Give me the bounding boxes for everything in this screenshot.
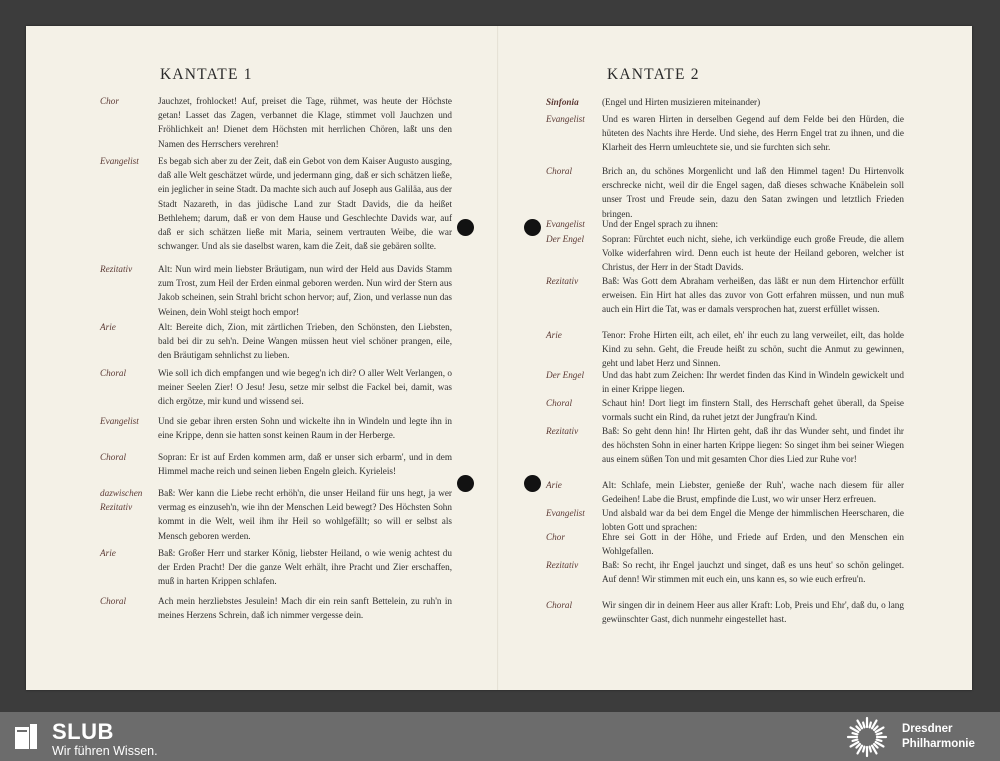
- slub-name: SLUB: [52, 719, 114, 744]
- text-entry: [546, 112, 904, 155]
- role-label: Evangelist: [100, 156, 139, 166]
- text-entry: [546, 558, 904, 586]
- entry-text: Brich an, du schönes Morgenlicht und laß den Himmel tagen! Du Hirtenvolk erschrecke nicht, weil dir die Engel sagen, daß dieses schwache Knäbelein soll unser Trost und Freude sein, dazu den Satan zwingen und letztlich Frieden bringen.: [602, 166, 904, 219]
- entry-text: Alt: Schlafe, mein Liebster, genieße der Ruh', wache nach diesem für aller Gedeihen! Labe die Brust, empfinde die Lust, wo wir unser Herz erfreuen.: [602, 480, 904, 505]
- role-label: dazwischen Rezitativ: [100, 488, 143, 513]
- role-label: Der Engel: [546, 234, 585, 244]
- entry-text: Und sie gebar ihren ersten Sohn und wickelte ihn in Windeln und legte ihn in eine Krippe, denn sie hatten sonst keinen Raum in der Herberge.: [158, 416, 452, 441]
- punch-hole: [524, 475, 541, 492]
- program-sheet: [26, 26, 972, 690]
- role-label: Evangelist: [546, 114, 585, 124]
- text-entry: [546, 478, 904, 506]
- role-label: Choral: [100, 368, 127, 378]
- entry-text: Ach mein herzliebstes Jesulein! Mach dir ein rein sanft Bettelein, zu ruh'n in meines Herzens Schrein, daß ich nimmer vergesse dein.: [158, 596, 452, 621]
- text-entry: [546, 396, 904, 424]
- slub-tagline: Wir führen Wissen.: [52, 744, 158, 758]
- role-label: Sinfonia: [546, 97, 579, 107]
- role-label: Arie: [546, 480, 562, 490]
- entry-text: Baß: Großer Herr und starker König, liebster Heiland, o wie wenig achtest du der Erden Pracht! Der die ganze Welt erhält, ihre Pracht und Zier erschaffen, muß in harten Krippen schlafen.: [158, 548, 452, 587]
- text-entry: [546, 598, 904, 626]
- punch-hole: [457, 475, 474, 492]
- entry-text: Ehre sei Gott in der Höhe, und Friede auf Erden, und den Menschen ein Wohlgefallen.: [602, 532, 904, 557]
- role-label: Choral: [100, 452, 127, 462]
- role-label: Rezitativ: [546, 426, 579, 436]
- role-label: Rezitativ: [546, 560, 579, 570]
- entry-text: Wie soll ich dich empfangen und wie begeg'n ich dir? O aller Welt Verlangen, o meiner Seelen Zier! O Jesu! Jesu, setze mir selbst die Fackel bei, damit, was dich ergötze, mir kund und wissend sei.: [158, 368, 452, 407]
- text-entry: [546, 217, 904, 231]
- entry-text: Alt: Bereite dich, Zion, mit zärtlichen Trieben, den Schönsten, den Liebsten, bald bei dir zu seh'n. Deine Wangen müssen heut viel schöner prangen, eile, den Bräutigam sehnlichst zu lieben.: [158, 322, 452, 361]
- role-label: Choral: [546, 600, 573, 610]
- entry-text: Schaut hin! Dort liegt im finstern Stall, des Herrschaft gehet überall, da Speise vormals sucht ein Rind, da ruhet jetzt der Jungfrau'n Kind.: [602, 398, 904, 423]
- entry-text: Baß: So recht, ihr Engel jauchzt und singet, daß es uns heut' so schön gelinget. Auf denn! Wir stimmen mit euch ein, uns kann es, so wie euch erfreu'n.: [602, 560, 904, 585]
- cantata-2-title: KANTATE 2: [607, 66, 700, 83]
- entry-text: Es begab sich aber zu der Zeit, daß ein Gebot von dem Kaiser Augusto ausging, daß alle Welt geschätzet würde, und jedermann ging, daß er sich schätzen ließe, ein jeglicher in seine Stadt. Da machte sich auch auf Joseph aus Galiläa, aus der Stadt Nazareth, in das jüdische Land zur Stadt Davids, die da heißet Bethlehem; darum, daß er von dem Hause und Geschlechte Davids war, auf daß er sich schätzen ließe mit Maria, seinem vertrauten Weibe, die war schwanger. Und als sie daselbst waren, kam die Zeit, daß sie gebären sollte.: [158, 156, 452, 252]
- entry-text: Und das habt zum Zeichen: Ihr werdet finden das Kind in Windeln gewickelt und in einer Krippe liegen.: [602, 370, 904, 395]
- role-label: Rezitativ: [546, 276, 579, 286]
- role-label: Chor: [546, 532, 565, 542]
- role-label: Choral: [546, 166, 573, 176]
- entry-text: Tenor: Frohe Hirten eilt, ach eilet, eh' ihr euch zu lang verweilet, eilt, das holde Kind zu sehn. Geht, die Freude heißt zu schön, sucht die Anmut zu gewinnen, geht und labet Herz und Sinnen.: [602, 330, 904, 369]
- sunburst-icon: [840, 716, 894, 758]
- entry-text: Und es waren Hirten in derselben Gegend auf dem Felde bei den Hürden, die hüteten des Nachts ihre Herde. Und siehe, des Herrn Engel trat zu ihnen, und die Klarheit des Herrn umleuchtete sie, und sie furchten sich sehr.: [602, 114, 904, 153]
- role-label: Chor: [100, 96, 119, 106]
- text-entry: [100, 414, 452, 442]
- role-label: Arie: [100, 322, 116, 332]
- role-label: Arie: [546, 330, 562, 340]
- text-entry: [546, 274, 904, 317]
- entry-text: Baß: Wer kann die Liebe recht erhöh'n, die unser Heiland für uns hegt, ja wer vermag es einzuseh'n, wie ihn der Menschen Leid bewegt? Des Höchsten Sohn kommt in die Welt, weil ihm ihr Heil so wohlgefällt; so will er selbst als Mensch geboren werden.: [158, 488, 452, 541]
- role-label: Arie: [100, 548, 116, 558]
- text-entry: [100, 546, 452, 589]
- role-label: Der Engel: [546, 370, 585, 380]
- book-icon: [14, 723, 38, 750]
- text-entry: [546, 530, 904, 558]
- text-entry: [100, 94, 452, 151]
- entry-text: Und alsbald war da bei dem Engel die Menge der himmlischen Heerscharen, die lobten Gott und sprachen:: [602, 508, 904, 533]
- text-entry: [546, 164, 904, 221]
- role-label: Evangelist: [100, 416, 139, 426]
- role-label: Choral: [546, 398, 573, 408]
- text-entry: [546, 232, 904, 275]
- text-entry: [100, 154, 452, 253]
- entry-text: Und der Engel sprach zu ihnen:: [602, 219, 719, 229]
- role-label: Evangelist: [546, 508, 585, 518]
- role-label: Evangelist: [546, 219, 585, 229]
- entry-text: Alt: Nun wird mein liebster Bräutigam, nun wird der Held aus Davids Stamm zum Trost, zum Heil der Erden einmal geboren werden. Nun wird der Stern aus Jakob scheinen, sein Strahl bricht schon hervor; auf, Zion, und verlasse nun das Weinen, dein Wohl steigt hoch empor!: [158, 264, 452, 317]
- entry-text: Sopran: Fürchtet euch nicht, siehe, ich verkündige euch große Freude, die allem Volke widerfahren wird. Denn euch ist heute der Heiland geboren, welcher ist Christus, der Herr in der Stadt Davids.: [602, 234, 904, 273]
- role-label: Choral: [100, 596, 127, 606]
- text-entry: [100, 594, 452, 622]
- text-entry: [100, 262, 452, 319]
- punch-hole: [457, 219, 474, 236]
- text-entry: [546, 368, 904, 396]
- entry-text: (Engel und Hirten musizieren miteinander): [602, 97, 761, 107]
- punch-hole: [524, 219, 541, 236]
- center-fold: [497, 26, 499, 690]
- text-entry: [546, 424, 904, 467]
- text-entry: [100, 320, 452, 363]
- text-entry: [546, 328, 904, 371]
- cantata-1-title: KANTATE 1: [160, 66, 253, 83]
- text-entry: [100, 366, 452, 409]
- text-entry: [100, 450, 452, 478]
- entry-text: Baß: Was Gott dem Abraham verheißen, das läßt er nun dem Hirtenchor erfüllt erweisen. Ein Hirt hat alles das zuvor von Gott erfahren müssen, und nun muß auch ein Hirt die Tat, was er damals versprochen hat, zuerst erfüllet wissen.: [602, 276, 904, 315]
- entry-text: Wir singen dir in deinem Heer aus aller Kraft: Lob, Preis und Ehr', daß du, o lang gewünschter Gast, dich nunmehr eingestellet hast.: [602, 600, 904, 625]
- entry-text: Sopran: Er ist auf Erden kommen arm, daß er unser sich erbarm', und in dem Himmel mache reich und seinen lieben Engeln gleich. Kyrieleis!: [158, 452, 452, 477]
- text-entry: [100, 486, 452, 543]
- partner-name-line-1: Dresdner: [902, 723, 953, 735]
- partner-name-line-2: Philharmonie: [902, 738, 975, 750]
- entry-text: Baß: So geht denn hin! Ihr Hirten geht, daß ihr das Wunder seht, und findet ihr des höchsten Sohn in einer harten Krippe liegen: So singet ihm bei seiner Wiegen aus einem süßen Ton und mit gesamten Chor dies Lied zur Ruhe vor!: [602, 426, 904, 465]
- role-label: Rezitativ: [100, 264, 133, 274]
- entry-text: Jauchzet, frohlocket! Auf, preiset die Tage, rühmet, was heute der Höchste getan! Lasset das Zagen, verbannet die Klage, stimmet voll Jauchzen und Fröhlichkeit an! Dienet dem Höchsten mit herrlichen Chören, laßt uns den Namen des Herrschers verehren!: [158, 96, 452, 149]
- footer-bar: [0, 712, 1000, 761]
- text-entry: [546, 95, 904, 109]
